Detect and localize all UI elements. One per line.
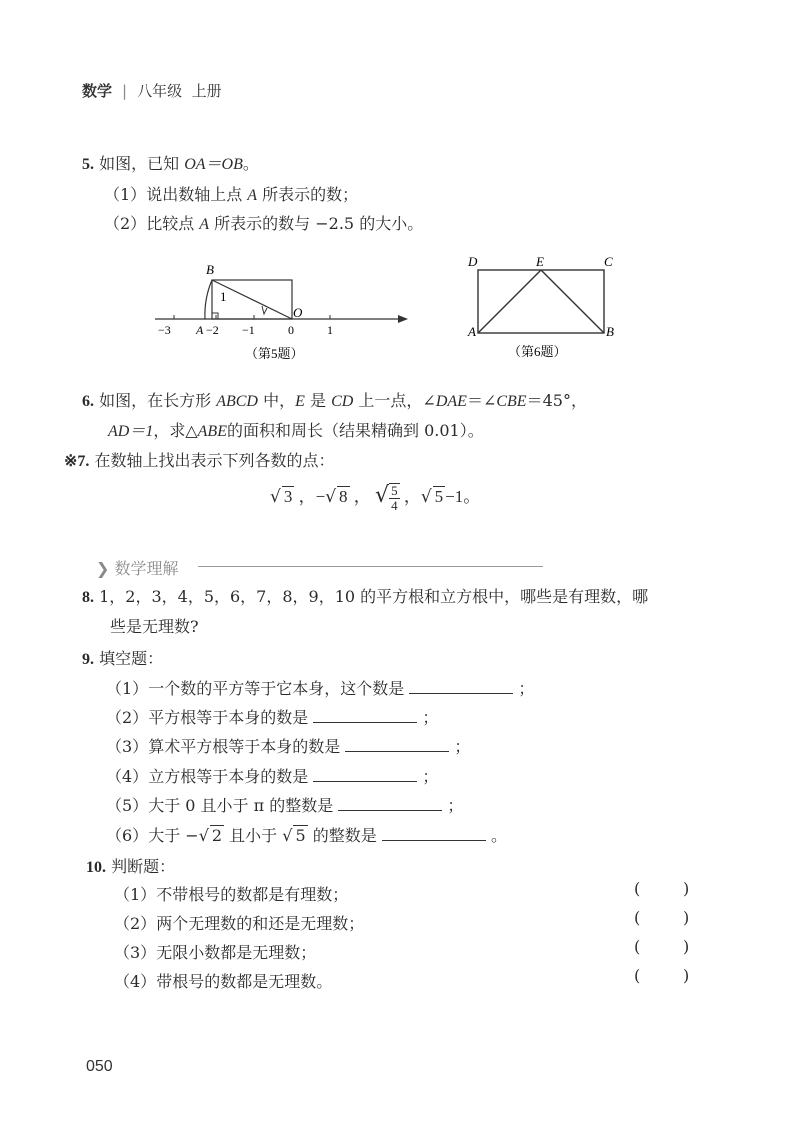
q9-item-label: （5） bbox=[106, 796, 149, 815]
q10-item-text: 带根号的数都是无理数。 bbox=[156, 972, 333, 991]
q5-part2-point: A bbox=[199, 216, 210, 233]
label-b6: B bbox=[606, 324, 614, 339]
q9-item-label: （3） bbox=[106, 737, 149, 756]
q7-stem bbox=[64, 448, 335, 471]
label-one: 1 bbox=[220, 289, 227, 304]
small-arrow-mark bbox=[262, 306, 267, 314]
q5-stem-text-b: 。 bbox=[242, 154, 259, 173]
q9-item-6: （6）大于 −√ 2 且小于 √ 5 的整数是 。 bbox=[106, 826, 507, 845]
q10-item-label: （4） bbox=[114, 972, 157, 991]
q10-item-text: 不带根号的数都是有理数； bbox=[156, 885, 349, 904]
q9-item-text: 大于 − bbox=[148, 826, 199, 845]
q6-line1 bbox=[82, 388, 587, 411]
arc-ba bbox=[205, 280, 212, 319]
answer-paren-right: ) bbox=[683, 966, 690, 985]
q9-item-text: 平方根等于本身的数是 bbox=[148, 708, 309, 727]
q6-point-e: E bbox=[295, 393, 305, 410]
q5-part2-label: （2） bbox=[104, 214, 147, 233]
q9-item-end: ； bbox=[454, 737, 471, 756]
figure-6-rectangle bbox=[460, 250, 630, 365]
q5-stem bbox=[82, 151, 259, 174]
q6-angle-cbe: CBE bbox=[496, 393, 527, 410]
fraction-denominator: 4 bbox=[391, 498, 398, 514]
q9-item-text: 算术平方根等于本身的数是 bbox=[148, 737, 341, 756]
q6-angle-dae: DAE bbox=[435, 393, 467, 410]
sqrt-5-b: 5 bbox=[295, 826, 306, 845]
tick-label-m2: −2 bbox=[206, 323, 219, 337]
section-heading bbox=[96, 556, 179, 579]
q5-number: 5. bbox=[82, 156, 94, 173]
q9-item-4 bbox=[106, 764, 438, 787]
answer-blank[interactable] bbox=[382, 826, 486, 841]
q5-part2-text-b: 所表示的数与 −2.5 的大小。 bbox=[214, 214, 424, 233]
q9-item-label: （2） bbox=[106, 708, 149, 727]
q10-stem bbox=[86, 854, 175, 877]
q9-item-text: 大于 0 且小于 π 的整数是 bbox=[148, 796, 334, 815]
q7-comma-3: ， bbox=[403, 487, 421, 506]
figure-6-caption: （第6题） bbox=[508, 344, 567, 359]
label-d: D bbox=[468, 254, 478, 269]
q9-item-end: ； bbox=[422, 708, 439, 727]
answer-blank[interactable] bbox=[313, 708, 417, 723]
q9-item-5 bbox=[106, 793, 463, 816]
tick-label-0: 0 bbox=[288, 323, 294, 337]
q6-text-b: 中， bbox=[263, 391, 296, 410]
label-a6: A bbox=[468, 324, 476, 339]
q9-item-2 bbox=[106, 705, 438, 728]
segment-be bbox=[541, 270, 604, 333]
q5-part1-text-b: 所表示的数； bbox=[262, 185, 359, 204]
q9-number: 9. bbox=[82, 651, 94, 668]
q6-text-h: 的面积和周长（结果精确到 0.01）。 bbox=[226, 421, 484, 440]
q7-comma-2: ， bbox=[353, 487, 371, 506]
answer-paren-left[interactable]: ( bbox=[634, 937, 641, 956]
q6-triangle-abe: ABE bbox=[197, 423, 227, 440]
q6-ad-eq: AD＝1 bbox=[108, 423, 154, 440]
q10-item-4 bbox=[114, 969, 332, 992]
q6-text-c: 是 bbox=[309, 391, 326, 410]
q5-part2-text-a: 比较点 bbox=[146, 214, 195, 233]
rectangle-abcd bbox=[478, 270, 604, 333]
q10-item-label: （2） bbox=[114, 914, 157, 933]
q7-minus: − bbox=[315, 487, 326, 506]
answer-paren-right: ) bbox=[683, 908, 690, 927]
chevron-right-icon: ❯ bbox=[96, 559, 110, 578]
q10-item-label: （3） bbox=[114, 943, 157, 962]
q5-part1-label: （1） bbox=[104, 185, 147, 204]
answer-paren-left[interactable]: ( bbox=[634, 879, 641, 898]
q9-item-end: 。 bbox=[490, 826, 507, 845]
answer-paren-right: ) bbox=[683, 937, 690, 956]
q9-item-label: （4） bbox=[106, 767, 149, 786]
tick-label-m1: −1 bbox=[242, 323, 255, 337]
page-number: 050 bbox=[86, 1058, 113, 1075]
answer-blank[interactable] bbox=[409, 679, 513, 694]
q9-item-end: ； bbox=[518, 679, 535, 698]
answer-blank[interactable] bbox=[338, 796, 442, 811]
figure-5-caption: （第5题） bbox=[245, 346, 304, 361]
volume-label: 上册 bbox=[191, 82, 222, 100]
q6-line2 bbox=[108, 418, 484, 441]
q10-item-2 bbox=[114, 911, 364, 934]
q9-item-text: 且小于 bbox=[229, 826, 278, 845]
q9-title: 填空题： bbox=[99, 649, 164, 668]
q9-item-end: ； bbox=[422, 767, 439, 786]
q9-item-1 bbox=[106, 676, 534, 699]
q9-stem bbox=[82, 646, 163, 669]
section-divider bbox=[198, 566, 543, 567]
label-a: A bbox=[196, 323, 204, 337]
q10-item-1 bbox=[114, 882, 348, 905]
answer-paren-right: ) bbox=[683, 879, 690, 898]
q9-item-text: 立方根等于本身的数是 bbox=[148, 767, 309, 786]
q6-segment-cd: CD bbox=[331, 393, 354, 410]
q10-item-text: 两个无理数的和还是无理数； bbox=[156, 914, 365, 933]
q8-number: 8. bbox=[82, 589, 94, 606]
q5-equation: OA＝OB bbox=[184, 156, 243, 173]
sqrt-3: 3 bbox=[283, 487, 293, 506]
figure-5-number-line bbox=[150, 258, 420, 368]
section-title-text: 数学理解 bbox=[114, 559, 179, 578]
q9-item-end: ； bbox=[447, 796, 464, 815]
q6-rect-name: ABCD bbox=[216, 393, 258, 410]
q5-part2 bbox=[104, 211, 423, 234]
q6-text-e: ＝∠ bbox=[466, 391, 497, 410]
q6-text-g: ，求△ bbox=[153, 421, 198, 440]
sqrt-fraction bbox=[389, 483, 400, 513]
q8-line2 bbox=[110, 614, 199, 637]
sqrt-8: 8 bbox=[339, 487, 348, 506]
answer-paren-left[interactable]: ( bbox=[634, 966, 641, 985]
label-c: C bbox=[604, 254, 613, 269]
q9-item-label: （1） bbox=[106, 679, 149, 698]
q6-text-a: 如图，在长方形 bbox=[99, 391, 212, 410]
header-separator: | bbox=[122, 82, 128, 100]
q10-item-3 bbox=[114, 940, 316, 963]
q8-text-1: 1，2，3，4，5，6，7，8，9，10 的平方根和立方根中，哪些是有理数，哪 bbox=[99, 587, 649, 606]
number-line-arrow bbox=[398, 315, 408, 323]
q9-item-text: 的整数是 bbox=[312, 826, 377, 845]
q5-part1-text-a: 说出数轴上点 bbox=[146, 185, 243, 204]
q5-stem-text-a: 如图，已知 bbox=[99, 154, 180, 173]
q10-item-text: 无限小数都是无理数； bbox=[156, 943, 317, 962]
q7-number: ※7. bbox=[64, 453, 90, 470]
q9-item-3 bbox=[106, 734, 470, 757]
q7-tail: −1。 bbox=[445, 487, 481, 506]
q6-text-d: 上一点，∠ bbox=[358, 391, 436, 410]
q9-item-label: （6） bbox=[106, 826, 149, 845]
q7-comma-1: ， bbox=[298, 487, 316, 506]
grade-label: 八年级 bbox=[137, 82, 183, 100]
q8-line1 bbox=[82, 584, 648, 607]
q10-title: 判断题： bbox=[111, 857, 176, 876]
sqrt-5: 5 bbox=[434, 487, 444, 506]
answer-blank[interactable] bbox=[313, 767, 417, 782]
q7-text: 在数轴上找出表示下列各数的点： bbox=[94, 451, 335, 470]
answer-blank[interactable] bbox=[345, 737, 449, 752]
label-b: B bbox=[206, 262, 214, 277]
q9-item-text: 一个数的平方等于它本身，这个数是 bbox=[148, 679, 405, 698]
answer-paren-left[interactable]: ( bbox=[634, 908, 641, 927]
q10-number: 10. bbox=[86, 859, 106, 876]
q10-item-label: （1） bbox=[114, 885, 157, 904]
q7-expression-list: √ 3 ，−√ 8 ， √ $\frac{5}{4}$ ，√ 5 −1。 bbox=[270, 483, 481, 514]
q6-text-f: ＝45°， bbox=[526, 391, 587, 410]
q5-part1-point: A bbox=[247, 187, 258, 204]
q5-part1 bbox=[104, 182, 358, 205]
tick-label-m3: −3 bbox=[158, 323, 171, 337]
tick-label-1: 1 bbox=[327, 323, 333, 337]
segment-ae bbox=[478, 270, 541, 333]
label-o: O bbox=[293, 305, 303, 320]
sqrt-2: 2 bbox=[211, 826, 223, 845]
right-angle-mark bbox=[212, 313, 218, 319]
q8-text-2: 些是无理数? bbox=[110, 617, 199, 636]
fraction-numerator: 5 bbox=[391, 483, 398, 499]
label-e: E bbox=[536, 254, 544, 269]
q6-number: 6. bbox=[82, 393, 94, 410]
subject-label: 数学 bbox=[82, 82, 113, 100]
page-header bbox=[82, 80, 222, 101]
